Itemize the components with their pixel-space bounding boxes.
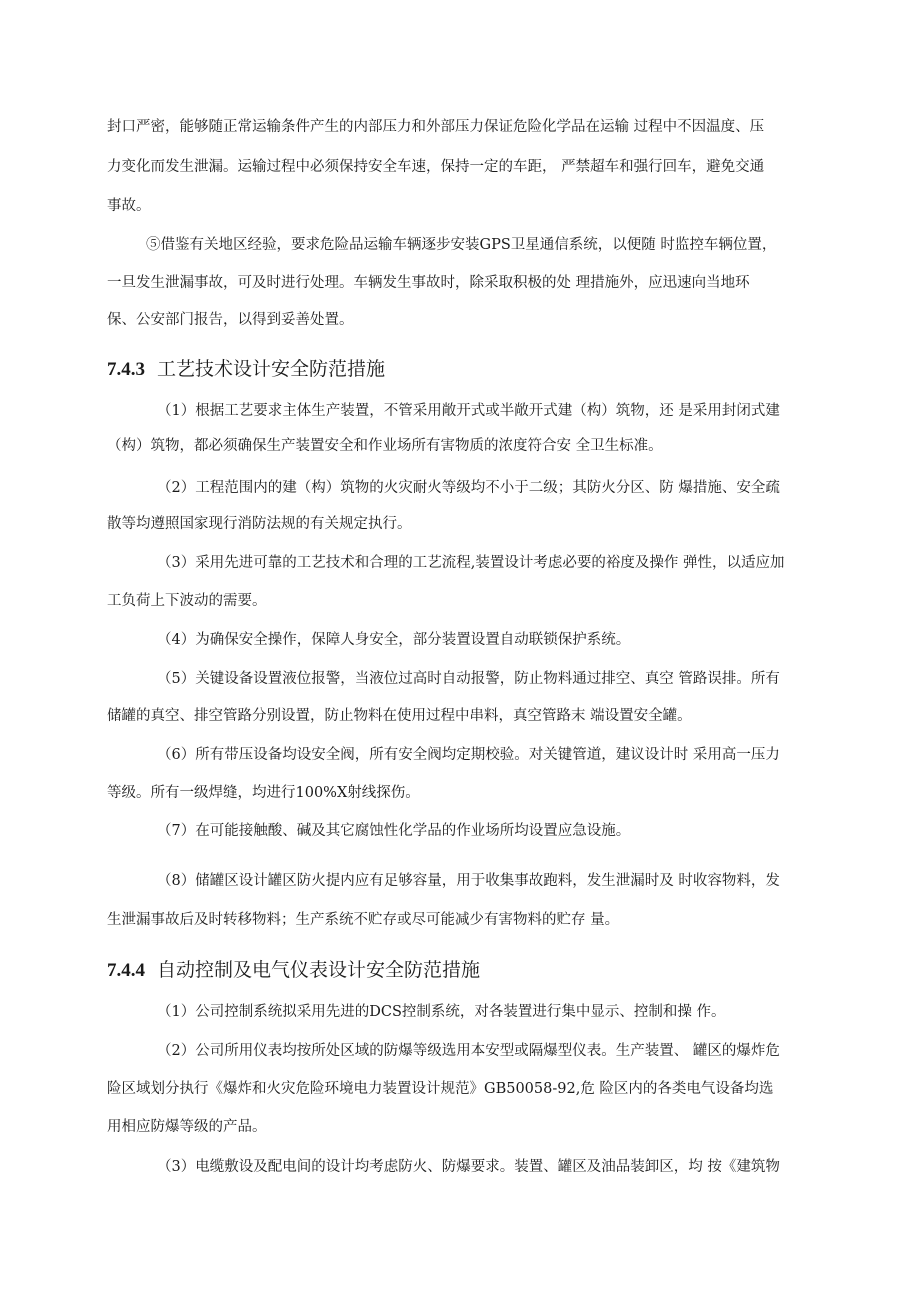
text-line: ⑤借鉴有关地区经验，要求危险品运输车辆逐步安装GPS卫星通信系统，以便随 时监控车辆位置， <box>146 237 777 253</box>
text-line: 散等均遵照国家现行消防法规的有关规定执行。 <box>107 516 412 532</box>
text-line: （1）根据工艺要求主体生产装置，不管采用敞开式或半敞开式建（构）筑物，还 是采用封闭式建 <box>157 403 780 419</box>
text-line: 封口严密，能够随正常运输条件产生的内部压力和外部压力保证危险化学品在运输 过程中不因温度、压 <box>107 119 765 135</box>
text-line: （7）在可能接触酸、碱及其它腐蚀性化学品的作业场所均设置应急设施。 <box>157 823 631 839</box>
section-title: 自动控制及电气仪表设计安全防范措施 <box>157 959 481 981</box>
section-heading-7-4-3 <box>107 356 385 383</box>
text-line: 用相应防爆等级的产品。 <box>107 1119 267 1135</box>
text-line: 事故。 <box>107 198 151 214</box>
text-line: （3）采用先进可靠的工艺技术和合理的工艺流程,装置设计考虑必要的裕度及操作 弹性，以适应加 <box>157 555 785 571</box>
text-line: 生泄漏事故后及时转移物料；生产系统不贮存或尽可能减少有害物料的贮存 量。 <box>107 912 620 928</box>
text-line: （2）工程范围内的建（构）筑物的火灾耐火等级均不小于二级；其防火分区、防 爆措施、安全疏 <box>157 480 780 496</box>
section-number: 7.4.3 <box>107 359 145 380</box>
text-line: 储罐的真空、排空管路分别设置，防止物料在使用过程中串料，真空管路末 端设置安全罐。 <box>107 708 692 724</box>
text-line: 一旦发生泄漏事故，可及时进行处理。车辆发生事故时，除采取积极的处 理措施外，应迅速向当地环 <box>107 275 750 291</box>
text-line: 险区域划分执行《爆炸和火灾危险环境电力装置设计规范》GB50058-92,危 险区内的各类电气设备均选 <box>107 1081 774 1097</box>
section-title: 工艺技术设计安全防范措施 <box>157 358 386 380</box>
text-line: 工负荷上下波动的需要。 <box>107 593 267 609</box>
text-line: （5）关键设备设置液位报警，当液位过高时自动报警，防止物料通过排空、真空 管路误排。所有 <box>157 671 780 687</box>
text-line: （3）电缆敷设及配电间的设计均考虑防火、防爆要求。装置、罐区及油品装卸区，均 按《建筑物 <box>157 1159 780 1175</box>
text-line: （1）公司控制系统拟采用先进的DCS控制系统，对各装置进行集中显示、控制和操 作。 <box>157 1004 726 1020</box>
text-line: （4）为确保安全操作，保障人身安全，部分装置设置自动联锁保护系统。 <box>157 632 631 648</box>
text-line: （构）筑物，都必须确保生产装置安全和作业场所有害物质的浓度符合安 全卫生标准。 <box>107 438 663 454</box>
text-line: （8）储罐区设计罐区防火提内应有足够容量，用于收集事故跑料，发生泄漏时及 时收容物料，发 <box>157 873 780 889</box>
text-line: （6）所有带压设备均设安全阀，所有安全阀均定期校验。对关键管道，建议设计时 采用高一压力 <box>157 747 780 763</box>
text-line: 保、公安部门报告，以得到妥善处置。 <box>107 312 354 328</box>
text-line: 力变化而发生泄漏。运输过程中必须保持安全车速，保持一定的车距， 严禁超车和强行回车，避免交通 <box>107 159 765 175</box>
section-number: 7.4.4 <box>107 960 145 981</box>
section-heading-7-4-4 <box>107 957 480 984</box>
text-line: （2）公司所用仪表均按所处区域的防爆等级选用本安型或隔爆型仪表。生产装置、 罐区的爆炸危 <box>157 1043 780 1059</box>
text-line: 等级。所有一级焊缝，均进行100%X射线探伤。 <box>107 785 420 801</box>
